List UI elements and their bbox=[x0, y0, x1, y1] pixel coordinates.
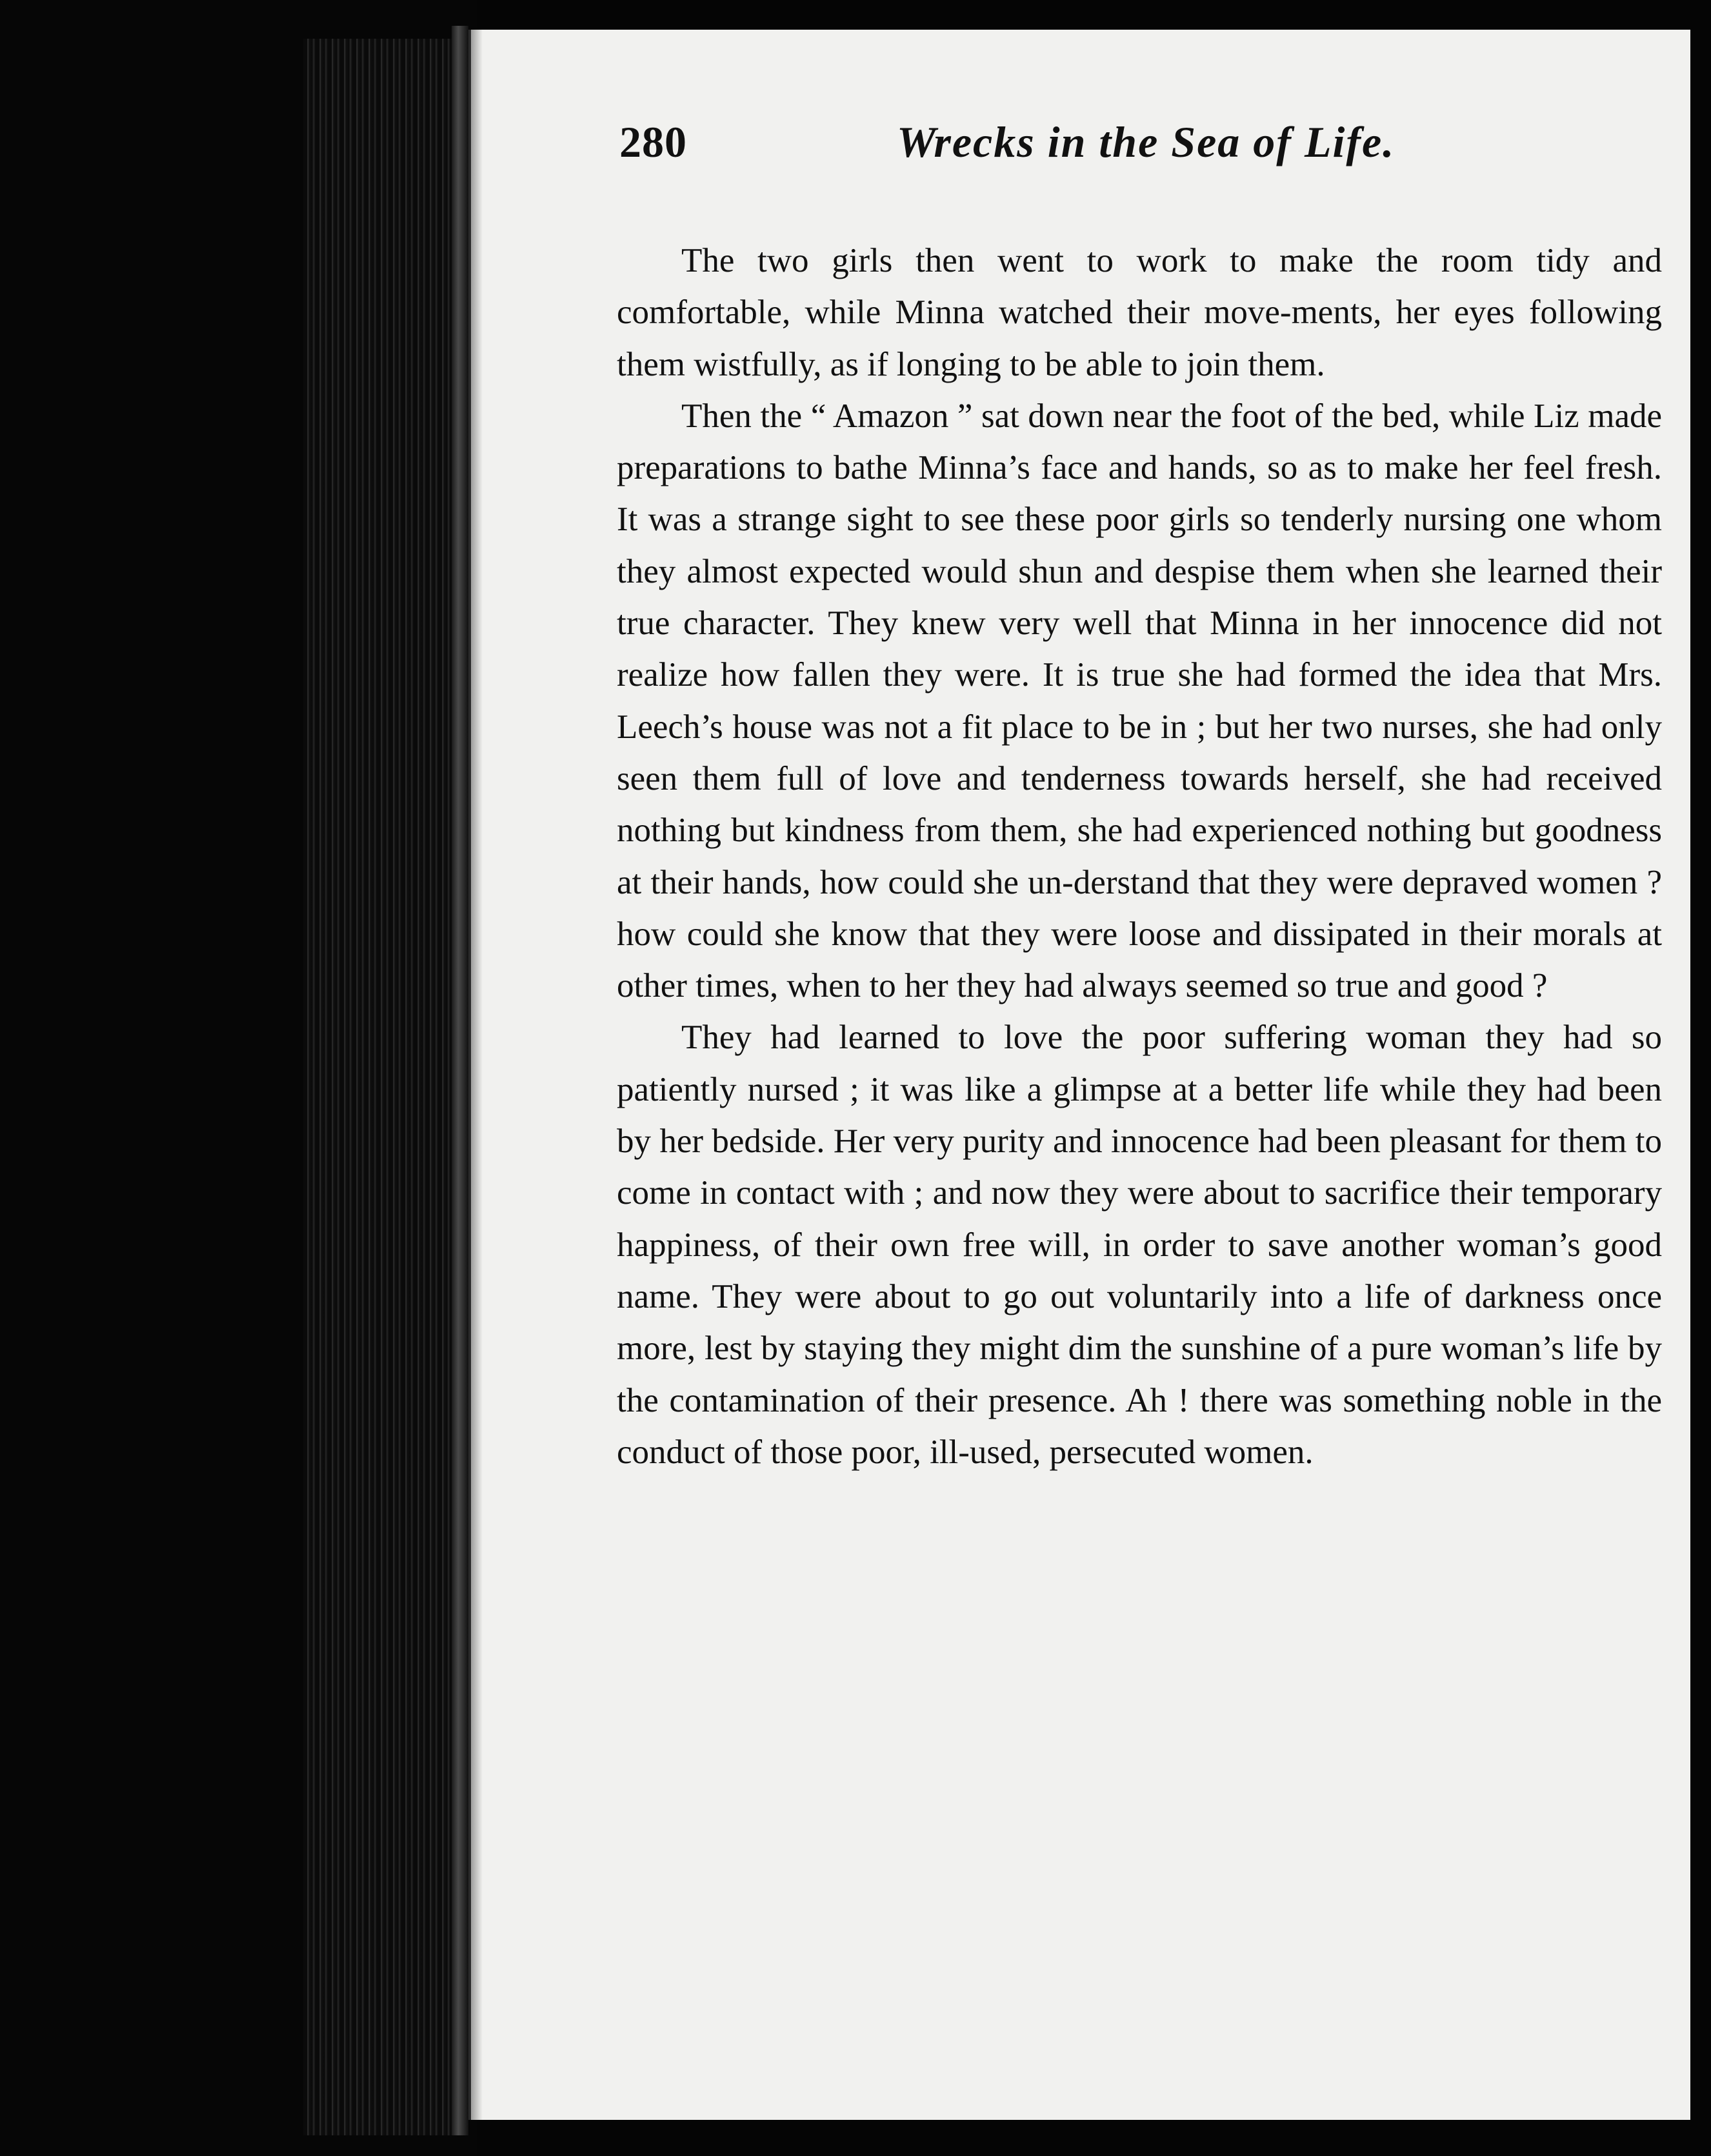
page-number: 280 bbox=[619, 117, 687, 166]
running-title: Wrecks in the Sea of Life. bbox=[897, 117, 1396, 166]
page-header bbox=[619, 117, 1523, 188]
paragraph-3: They had learned to love the poor suffering woman they had so patiently nursed ; it was like a glimpse at a better life while they had been by her bedside. Her very purity and innocence had been pleasant for them to come in contact with ; and now they were about to sacrifice their temporary happiness, of their own free will, in order to save another woman’s good name. They were about to go out voluntarily into a life of darkness once more, lest by staying they might dim the sunshine of a pure woman’s life by the contamination of their presence. Ah ! there was something noble in the conduct of those poor, ill-used, persecuted women. bbox=[617, 1019, 1662, 1471]
body-text bbox=[617, 235, 1662, 1478]
page-gutter bbox=[452, 26, 468, 2135]
paragraph-2: Then the “ Amazon ” sat down near the foot of the bed, while Liz made preparations to bathe Minna’s face and hands, so as to make her feel fresh. It was a strange sight to see these poor girls so tenderly nursing one whom they almost expected would shun and despise them when she learned their true character. They knew very well that Minna in her innocence did not realize how fallen they were. It is true she had formed the idea that Mrs. Leech’s house was not a fit place to be in ; but her two nurses, she had only seen them full of love and tenderness towards herself, she had received nothing but kindness from them, she had experienced nothing but goodness at their hands, how could she un-derstand that they were depraved women ? how could she know that they were loose and dissipated in their morals at other times, when to her they had always seemed so true and good ? bbox=[617, 397, 1662, 1005]
paragraph-1: The two girls then went to work to make the room tidy and comfortable, while Minna watched their move-ments, her eyes following them wistfully, as if longing to be able to join them. bbox=[617, 242, 1662, 383]
page-stack-edges bbox=[303, 39, 465, 2135]
book-page bbox=[468, 30, 1690, 2120]
